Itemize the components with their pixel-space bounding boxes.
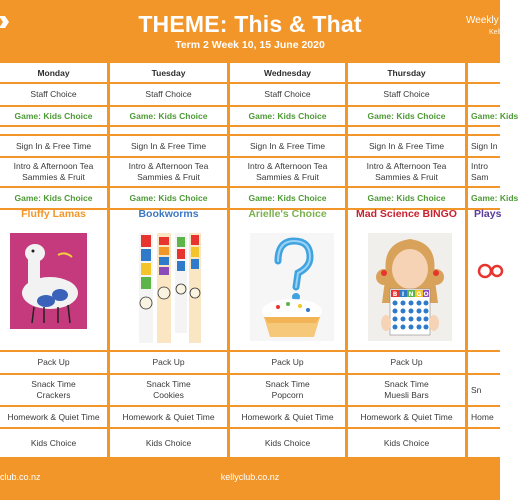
- pack-up-label: Pack Up: [390, 357, 423, 367]
- weekly-planner-grid: [0, 63, 519, 457]
- snack-label: Snack Time: [265, 379, 310, 389]
- bookworm-bookmarks-image: [137, 233, 203, 343]
- staff-choice-cell: [110, 84, 227, 105]
- staff-choice-cell: [230, 84, 345, 105]
- kids-choice-label: Kids Choice: [145, 437, 192, 448]
- snack-cell: [471, 375, 531, 405]
- svg-text:O: O: [423, 291, 429, 298]
- afternoon-tea-label: Intro: [471, 161, 489, 171]
- game-kids-choice-cell: [348, 107, 465, 125]
- afternoon-tea-food: Sammies & Fruit: [137, 172, 200, 182]
- sign-in-label: Sign In & Free Time: [130, 140, 207, 151]
- activity-title-monday: Fluffy Lamas: [21, 208, 86, 220]
- afternoon-tea-cell: [348, 158, 465, 186]
- afternoon-tea-label: Intro & Afternoon Tea: [128, 161, 209, 171]
- column-divider: [465, 63, 468, 457]
- homework-label: Homework & Quiet Time: [7, 411, 100, 422]
- sign-in-cell: [230, 136, 345, 156]
- afternoon-tea-cell: [230, 158, 345, 186]
- pack-up-label: Pack Up: [152, 357, 185, 367]
- game-label: Game: Kids Choice: [248, 110, 327, 121]
- game-label: Game: Kids Choice: [14, 110, 93, 121]
- game-label: Game: Kids Choice: [367, 110, 446, 121]
- snack-label: Snack Time: [384, 379, 429, 389]
- weekly-label: Weekly: [466, 15, 499, 26]
- snack-cell: [230, 375, 345, 405]
- sign-in-cell: [0, 136, 107, 156]
- afternoon-tea-label: Intro & Afternoon Tea: [366, 161, 447, 171]
- footer-banner: [0, 457, 500, 500]
- svg-text:B: B: [392, 291, 398, 298]
- homework-label: Homework & Quiet Time: [241, 411, 334, 422]
- game-label: Game: Kids: [471, 110, 519, 121]
- footer-website-left[interactable]: club.co.nz: [0, 472, 41, 482]
- game-kids-choice-cell: [230, 188, 345, 208]
- day-header-wednesday: Wednesday: [263, 68, 312, 78]
- afternoon-tea-label: Intro & Afternoon Tea: [247, 161, 328, 171]
- pack-up-cell: [0, 352, 107, 373]
- header-banner: [0, 0, 505, 63]
- bingo-letter: [407, 290, 415, 298]
- svg-text:I: I: [401, 291, 405, 298]
- game-label: Game: Kids Choice: [248, 192, 327, 203]
- page-subtitle: Term 2 Week 10, 15 June 2020: [175, 39, 325, 51]
- activity-title-thursday: Mad Science BINGO: [356, 208, 457, 220]
- svg-text:N: N: [408, 291, 414, 298]
- sign-in-cell: [348, 136, 465, 156]
- kids-choice-cell: [0, 429, 107, 457]
- snack-cell: [0, 375, 107, 405]
- homework-cell: [348, 407, 465, 427]
- kids-choice-label: Kids Choice: [264, 437, 311, 448]
- game-label: Game: Kids Choice: [367, 192, 446, 203]
- game-kids-choice-cell: [471, 107, 531, 125]
- game-label: Game: Kids Choice: [129, 192, 208, 203]
- snack-cell: [110, 375, 227, 405]
- kids-choice-cell: [110, 429, 227, 457]
- staff-choice-label: Staff Choice: [30, 89, 77, 99]
- snack-cell: [348, 375, 465, 405]
- day-header-tuesday: Tuesday: [151, 68, 186, 78]
- row-divider: [0, 125, 500, 127]
- homework-label: Homework & Quiet Time: [360, 411, 453, 422]
- staff-choice-cell: [348, 84, 465, 105]
- bingo-letter: [399, 290, 407, 298]
- sign-in-cell: [471, 136, 531, 156]
- homework-label: Home: [471, 411, 494, 422]
- afternoon-tea-food: Sammies & Fruit: [22, 172, 85, 182]
- snack-label: Snack Time: [31, 379, 76, 389]
- game-kids-choice-cell: [110, 188, 227, 208]
- staff-choice-label: Staff Choice: [145, 89, 192, 99]
- game-kids-choice-cell: [0, 188, 107, 208]
- fluffy-llama-craft-image: [10, 233, 87, 329]
- kids-choice-cell: [230, 429, 345, 457]
- svg-text:G: G: [416, 291, 422, 298]
- game-kids-choice-cell: [471, 188, 531, 208]
- pack-up-cell: [110, 352, 227, 373]
- sign-in-cell: [110, 136, 227, 156]
- mad-science-bingo-image: [368, 233, 452, 341]
- plays-image: [476, 259, 500, 283]
- activity-title-tuesday: Bookworms: [138, 208, 199, 220]
- bingo-letter: [423, 290, 429, 298]
- afternoon-tea-food: Sam: [471, 172, 489, 182]
- game-kids-choice-cell: [348, 188, 465, 208]
- staff-choice-cell: [0, 84, 107, 105]
- day-header-thursday: Thursday: [387, 68, 426, 78]
- snack-item: Muesli Bars: [384, 390, 429, 400]
- snack-item: Crackers: [36, 390, 71, 400]
- kids-choice-label: Kids Choice: [383, 437, 430, 448]
- afternoon-tea-food: Sammies & Fruit: [375, 172, 438, 182]
- kelly-label: Kelly: [489, 29, 505, 36]
- day-header-monday: Monday: [37, 68, 70, 78]
- homework-cell: [230, 407, 345, 427]
- footer-website-center[interactable]: kellyclub.co.nz: [220, 472, 280, 482]
- activity-title-wednesday: Arielle's Choice: [248, 208, 327, 220]
- bingo-letter: [415, 290, 423, 298]
- snack-label: Snack Time: [146, 379, 191, 389]
- game-kids-choice-cell: [230, 107, 345, 125]
- game-kids-choice-cell: [0, 107, 107, 125]
- sign-in-label: Sign In: [471, 140, 498, 151]
- snack-item: Cookies: [153, 390, 184, 400]
- afternoon-tea-label: Intro & Afternoon Tea: [13, 161, 94, 171]
- afternoon-tea-cell: [110, 158, 227, 186]
- sign-in-label: Sign In & Free Time: [368, 140, 445, 151]
- bingo-letter: [391, 290, 399, 298]
- game-label: Game: Kids: [471, 192, 519, 203]
- pack-up-label: Pack Up: [271, 357, 304, 367]
- staff-choice-label: Staff Choice: [264, 89, 311, 99]
- kids-choice-label: Kids Choice: [30, 437, 77, 448]
- activity-title-friday: Plays: [474, 208, 502, 220]
- afternoon-tea-food: Sammies & Fruit: [256, 172, 319, 182]
- pack-up-cell: [230, 352, 345, 373]
- homework-cell: [110, 407, 227, 427]
- question-cupcake-image: [250, 233, 334, 341]
- homework-cell: [471, 407, 531, 427]
- snack-item: Popcorn: [271, 390, 304, 400]
- pack-up-cell: [348, 352, 465, 373]
- game-label: Game: Kids Choice: [14, 192, 93, 203]
- sign-in-label: Sign In & Free Time: [249, 140, 326, 151]
- homework-label: Homework & Quiet Time: [122, 411, 215, 422]
- game-kids-choice-cell: [110, 107, 227, 125]
- pack-up-label: Pack Up: [37, 357, 70, 367]
- page-title: THEME: This & That: [138, 11, 362, 37]
- kids-choice-cell: [348, 429, 465, 457]
- sign-in-label: Sign In & Free Time: [15, 140, 92, 151]
- game-label: Game: Kids Choice: [129, 110, 208, 121]
- snack-label: Sn: [471, 384, 482, 395]
- afternoon-tea-cell: [0, 158, 107, 186]
- staff-choice-label: Staff Choice: [383, 89, 430, 99]
- homework-cell: [0, 407, 107, 427]
- afternoon-tea-cell: [471, 158, 531, 186]
